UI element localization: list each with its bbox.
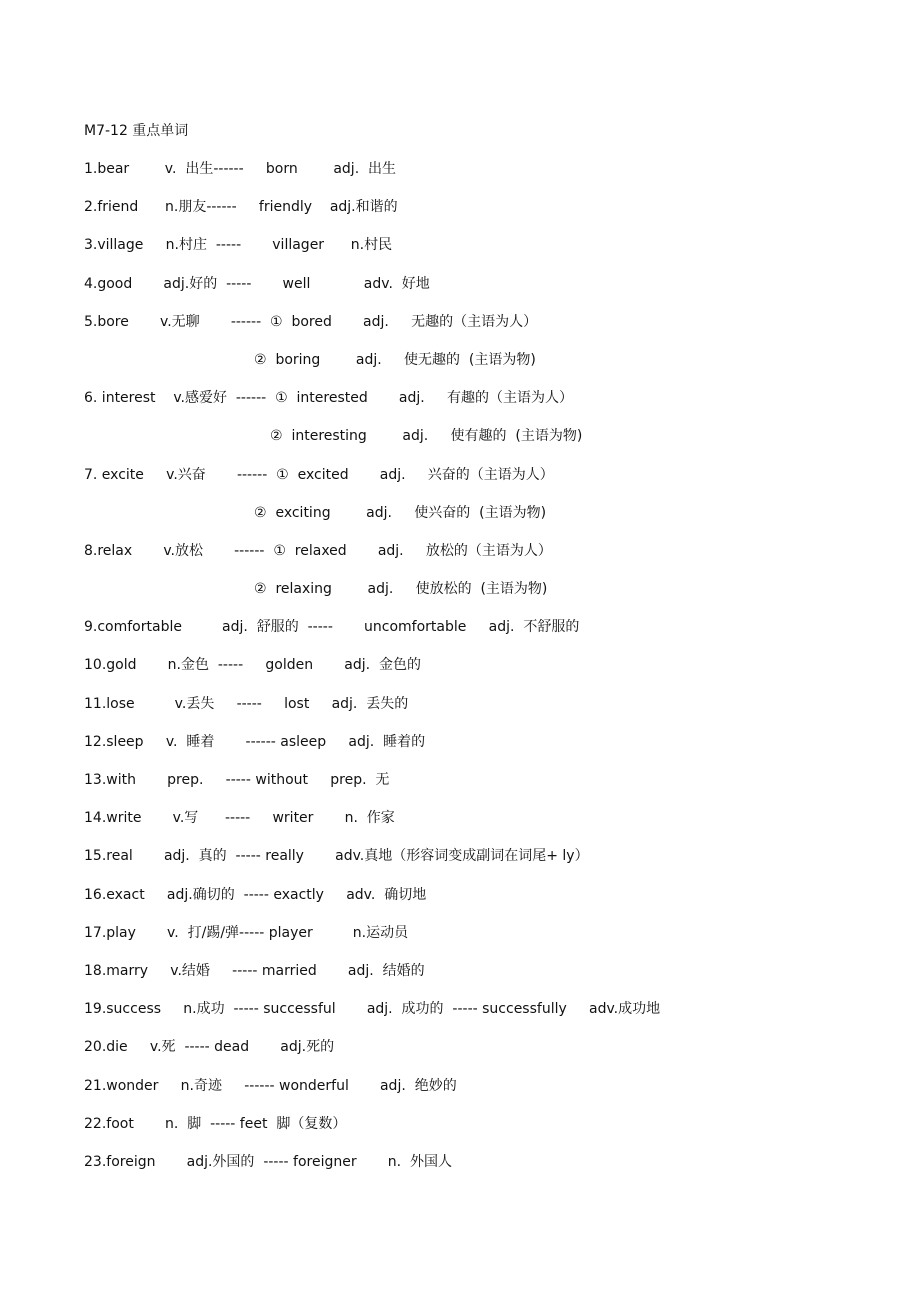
- vocabulary-line: 22.foot n. 脚 ----- feet 脚（复数）: [84, 1115, 347, 1132]
- vocabulary-subline: ② interesting adj. 使有趣的 (主语为物): [270, 428, 583, 445]
- vocabulary-line: 18.marry v.结婚 ----- married adj. 结婚的: [84, 962, 425, 979]
- vocabulary-subline: ② exciting adj. 使兴奋的 (主语为物): [254, 504, 547, 521]
- vocabulary-line: 6. interest v.感爱好 ------ ① interested adj. 有趣的（主语为人）: [84, 390, 573, 407]
- vocabulary-line: 13.with prep. ----- without prep. 无: [84, 772, 390, 788]
- document-title: M7-12 重点单词: [84, 123, 189, 139]
- vocabulary-line: 8.relax v.放松 ------ ① relaxed adj. 放松的（主语为人）: [84, 542, 552, 559]
- vocabulary-line: 16.exact adj.确切的 ----- exactly adv. 确切地: [84, 886, 427, 903]
- vocabulary-line: 1.bear v. 出生------ born adj. 出生: [84, 161, 397, 177]
- vocabulary-line: 17.play v. 打/踢/弹----- player n.运动员: [84, 924, 409, 941]
- vocabulary-subline: ② boring adj. 使无趣的 (主语为物): [254, 351, 536, 368]
- vocabulary-line: 20.die v.死 ----- dead adj.死的: [84, 1039, 335, 1056]
- vocabulary-line: 12.sleep v. 睡着 ------ asleep adj. 睡着的: [84, 733, 426, 750]
- vocabulary-list: [0, 159, 920, 1190]
- vocabulary-line: 19.success n.成功 ----- successful adj. 成功的 ----- successfully adv.成功地: [84, 1001, 661, 1018]
- vocabulary-line: 2.friend n.朋友------ friendly adj.和谐的: [84, 199, 398, 216]
- vocabulary-line: 5.bore v.无聊 ------ ① bored adj. 无趣的（主语为人）: [84, 313, 538, 330]
- vocabulary-line: 10.gold n.金色 ----- golden adj. 金色的: [84, 657, 421, 674]
- vocabulary-line: 4.good adj.好的 ----- well adv. 好地: [84, 275, 430, 292]
- vocabulary-line: 7. excite v.兴奋 ------ ① excited adj. 兴奋的（主语为人）: [84, 466, 554, 483]
- vocabulary-line: 23.foreign adj.外国的 ----- foreigner n. 外国人: [84, 1153, 452, 1170]
- vocabulary-line: 14.write v.写 ----- writer n. 作家: [84, 810, 395, 827]
- vocabulary-line: 9.comfortable adj. 舒服的 ----- uncomfortable adj. 不舒服的: [84, 619, 580, 636]
- vocabulary-line: 21.wonder n.奇迹 ------ wonderful adj. 绝妙的: [84, 1077, 457, 1094]
- vocabulary-subline: ② relaxing adj. 使放松的 (主语为物): [254, 581, 548, 598]
- vocabulary-line: 11.lose v.丢失 ----- lost adj. 丢失的: [84, 695, 409, 712]
- vocabulary-line: 3.village n.村庄 ----- villager n.村民: [84, 237, 393, 254]
- vocabulary-line: 15.real adj. 真的 ----- really adv.真地（形容词变成副词在词尾+ ly）: [84, 848, 589, 865]
